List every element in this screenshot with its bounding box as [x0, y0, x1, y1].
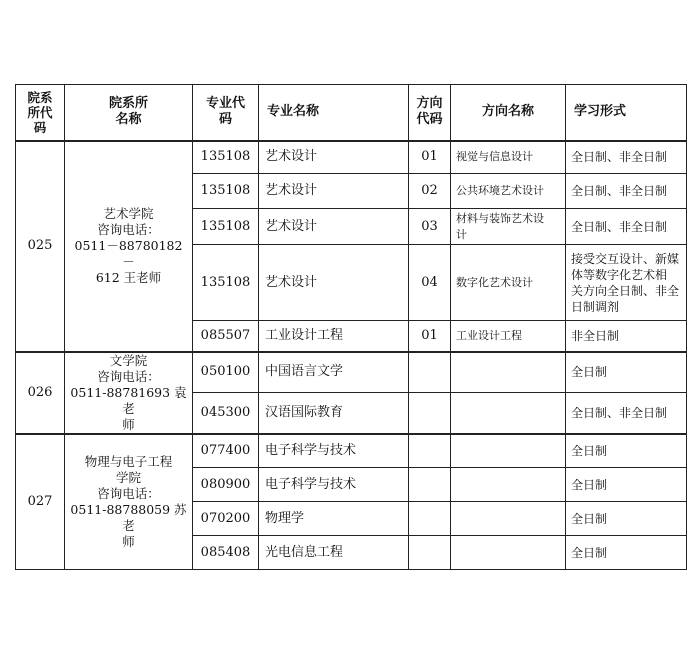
dept-code: 025 — [16, 141, 65, 352]
header-dir-code — [409, 85, 451, 141]
direction-name — [451, 536, 566, 570]
dept-name — [65, 141, 193, 352]
direction-name-line: 公共环境艺术设计 — [456, 184, 544, 197]
dept-name-line: 0511-88781693 袁老 — [70, 384, 187, 416]
direction-name-line: 材料与装饰艺术设 — [456, 211, 544, 225]
dept-name — [65, 352, 193, 434]
direction-name — [451, 502, 566, 536]
header-dir-code-line: 方向 — [416, 96, 443, 112]
major-code: 135108 — [193, 174, 259, 209]
major-name: 艺术设计 — [259, 174, 409, 209]
direction-code: 02 — [409, 174, 451, 209]
study-mode — [566, 393, 687, 434]
direction-name — [451, 209, 566, 245]
header-major-code-line: 专业代 — [205, 96, 245, 112]
study-mode — [566, 209, 687, 245]
study-mode — [566, 174, 687, 209]
dept-name-line: 0511－88780182－ — [74, 238, 183, 269]
direction-code: 01 — [409, 141, 451, 174]
major-name: 工业设计工程 — [259, 321, 409, 352]
direction-code — [409, 502, 451, 536]
table-row — [16, 434, 687, 468]
major-code: 050100 — [193, 352, 259, 393]
major-name: 电子科学与技术 — [259, 434, 409, 468]
major-name: 物理学 — [259, 502, 409, 536]
direction-code — [409, 468, 451, 502]
major-name: 汉语国际教育 — [259, 393, 409, 434]
study-mode-line: 接受交互设计、新媒 — [571, 251, 680, 266]
study-mode-line: 日制调剂 — [571, 299, 620, 314]
header-dept-code-line: 码 — [33, 119, 47, 135]
major-code: 135108 — [193, 141, 259, 174]
direction-name — [451, 245, 566, 321]
study-mode — [566, 352, 687, 393]
header-dept-name-line: 院系所 — [108, 96, 148, 112]
header-dir-code-line: 代码 — [416, 112, 443, 128]
dept-name-line: 咨询电话： — [97, 368, 160, 384]
direction-name-line: 视觉与信息设计 — [456, 150, 533, 164]
study-mode-line: 全日制、非全日制 — [571, 405, 668, 420]
major-code: 077400 — [193, 434, 259, 468]
study-mode — [566, 141, 687, 174]
study-mode-line: 非全日制 — [571, 328, 620, 343]
major-name: 电子科学与技术 — [259, 468, 409, 502]
dept-name-line: 艺术学院 — [103, 206, 154, 221]
major-code: 085507 — [193, 321, 259, 352]
direction-name — [451, 174, 566, 209]
study-mode — [566, 245, 687, 321]
major-code: 135108 — [193, 245, 259, 321]
dept-name-line: 咨询电话： — [97, 485, 160, 501]
enrollment-table — [15, 84, 687, 570]
direction-name-line: 数字化艺术设计 — [456, 275, 533, 289]
study-mode — [566, 321, 687, 352]
study-mode-line: 全日制、非全日制 — [571, 184, 668, 198]
table-row — [16, 141, 687, 174]
dept-name-line: 文学院 — [109, 352, 148, 368]
study-mode-line: 全日制 — [571, 477, 608, 492]
study-mode-line: 全日制 — [571, 443, 608, 458]
table-body — [16, 85, 687, 570]
direction-code — [409, 536, 451, 570]
study-mode-line: 全日制、非全日制 — [571, 150, 668, 165]
direction-name — [451, 141, 566, 174]
header-row — [16, 85, 687, 141]
dept-name-line: 612 王老师 — [95, 270, 162, 285]
direction-code — [409, 352, 451, 393]
direction-code: 03 — [409, 209, 451, 245]
study-mode — [566, 502, 687, 536]
major-name: 艺术设计 — [259, 245, 409, 321]
study-mode-line: 全日制 — [571, 545, 608, 560]
header-dir-name: 方向名称 — [451, 85, 566, 141]
direction-name — [451, 352, 566, 393]
dept-name-line: 师 — [122, 416, 135, 432]
direction-name — [451, 434, 566, 468]
dept-code: 026 — [16, 352, 65, 434]
dept-name — [65, 434, 193, 570]
direction-name — [451, 468, 566, 502]
direction-code — [409, 434, 451, 468]
dept-name-line: 物理与电子工程 — [84, 453, 173, 469]
major-code: 135108 — [193, 209, 259, 245]
study-mode-line: 全日制、非全日制 — [571, 219, 668, 234]
direction-code: 04 — [409, 245, 451, 321]
study-mode — [566, 536, 687, 570]
dept-name-line: 0511-88788059 苏老 — [70, 501, 187, 533]
major-name: 中国语言文学 — [259, 352, 409, 393]
header-dept-name-line: 名称 — [115, 112, 142, 128]
header-dept-code — [16, 85, 65, 141]
header-dept-name — [65, 85, 193, 141]
direction-name-line: 计 — [456, 227, 467, 241]
dept-name-line: 学院 — [115, 469, 141, 485]
major-name: 艺术设计 — [259, 209, 409, 245]
header-dept-code-line: 所代 — [27, 104, 53, 120]
dept-name-line: 师 — [122, 533, 135, 549]
study-mode-line: 体等数字化艺术相 — [571, 267, 668, 282]
major-code: 070200 — [193, 502, 259, 536]
header-major-code-line: 码 — [218, 112, 232, 128]
major-code: 085408 — [193, 536, 259, 570]
direction-code — [409, 393, 451, 434]
study-mode-line: 全日制 — [571, 511, 608, 526]
study-mode — [566, 434, 687, 468]
header-major-name: 专业名称 — [259, 85, 409, 141]
direction-code: 01 — [409, 321, 451, 352]
study-mode — [566, 468, 687, 502]
dept-code: 027 — [16, 434, 65, 570]
header-study-mode: 学习形式 — [566, 85, 687, 141]
header-major-code — [193, 85, 259, 141]
direction-name-line: 工业设计工程 — [456, 328, 522, 342]
study-mode-line: 关方向全日制、非全 — [571, 283, 680, 298]
dept-name-line: 咨询电话： — [97, 222, 160, 237]
major-code: 045300 — [193, 393, 259, 434]
header-dept-code-line: 院系 — [27, 89, 53, 105]
direction-name — [451, 393, 566, 434]
major-name: 光电信息工程 — [259, 536, 409, 570]
major-code: 080900 — [193, 468, 259, 502]
table-row — [16, 352, 687, 393]
major-name: 艺术设计 — [259, 141, 409, 174]
study-mode-line: 全日制 — [571, 365, 608, 380]
direction-name — [451, 321, 566, 352]
